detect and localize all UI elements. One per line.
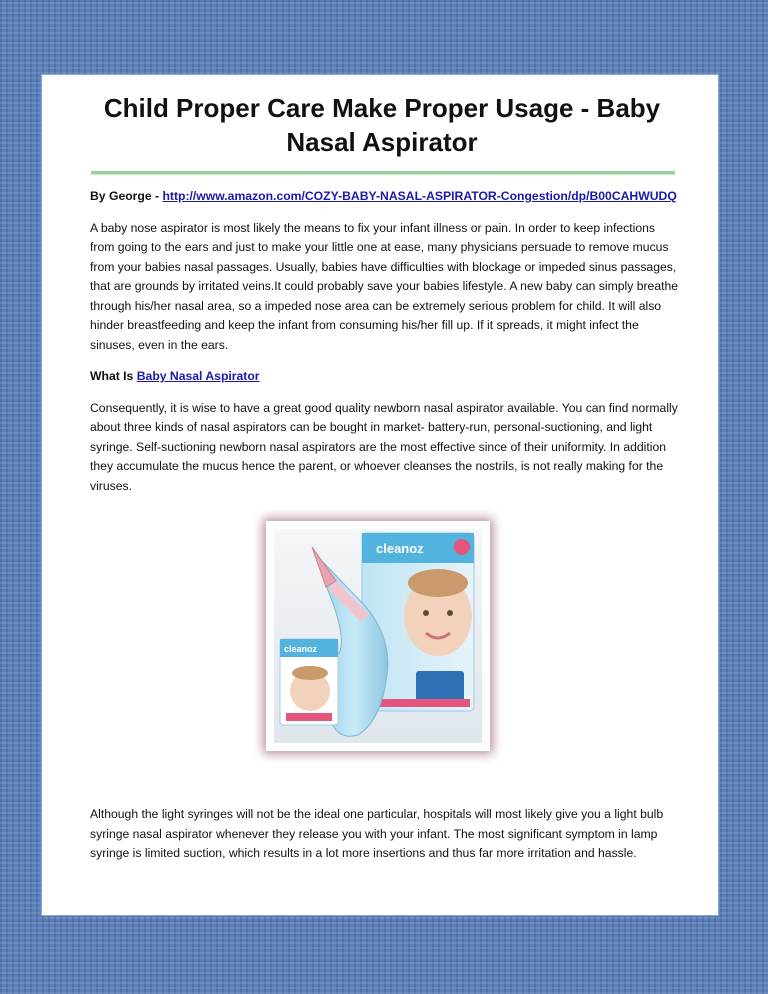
paragraph-1: A baby nose aspirator is most likely the means to fix your infant illness or pain. In order to keep infections from going to the ears and just to make your little one at ease, many physicians persuade to remove mucus from your babies nasal passages. Usually, babies have difficulties with blockage or impeded sinus passages, that are grounds by irritated veins.It could probably save your babies lifestyle. A new baby can simply breathe through his/her nasal area, so a impeded nose area can be extremely serious problem for child. It will also hinder breastfeeding and keep the infant from consuming his/her fill up. If it spreads, it might infect the sinuses, even in the ears. [90, 220, 679, 352]
byline [90, 187, 680, 207]
paragraph-2: Consequently, it is wise to have a great good quality newborn nasal aspirator available. You can find normally about three kinds of nasal aspirators can be bought in market- battery-run, personal-suctioning, and light syringe. Self-suctioning newborn nasal aspirators are the most effective since of their uniformity. In addition they accumulate the mucus hence the parent, or whoever cleanses the nostrils, is not really making for the viruses. [90, 400, 678, 493]
article-body [90, 187, 680, 508]
paragraph-3: Although the light syringes will not be the ideal one particular, hospitals will most likely give you a light bulb syringe nasal aspirator whenever they release you with your infant. The most significant symptom in lamp syringe is limited suction, which results in a lot more insertions and thus far more irritation and hassle. [90, 807, 664, 860]
article-title: Child Proper Care Make Proper Usage - Baby Nasal Aspirator [103, 93, 661, 157]
byline-author: By George - [90, 189, 163, 203]
section-heading [90, 367, 680, 387]
small-box-brand-label: cleanoz [284, 644, 318, 654]
title-divider [91, 171, 675, 175]
box-brand-label: cleanoz [376, 541, 424, 556]
product-link[interactable]: http://www.amazon.com/COZY-BABY-NASAL-ASPIRATOR-Congestion/dp/B00CAHWUDQ [162, 189, 677, 203]
product-photo [266, 521, 490, 751]
section-heading-text: What Is [90, 369, 137, 383]
nasal-aspirator-product-image [266, 521, 490, 751]
document-page [42, 75, 718, 915]
baby-nasal-aspirator-link[interactable]: Baby Nasal Aspirator [136, 369, 260, 383]
